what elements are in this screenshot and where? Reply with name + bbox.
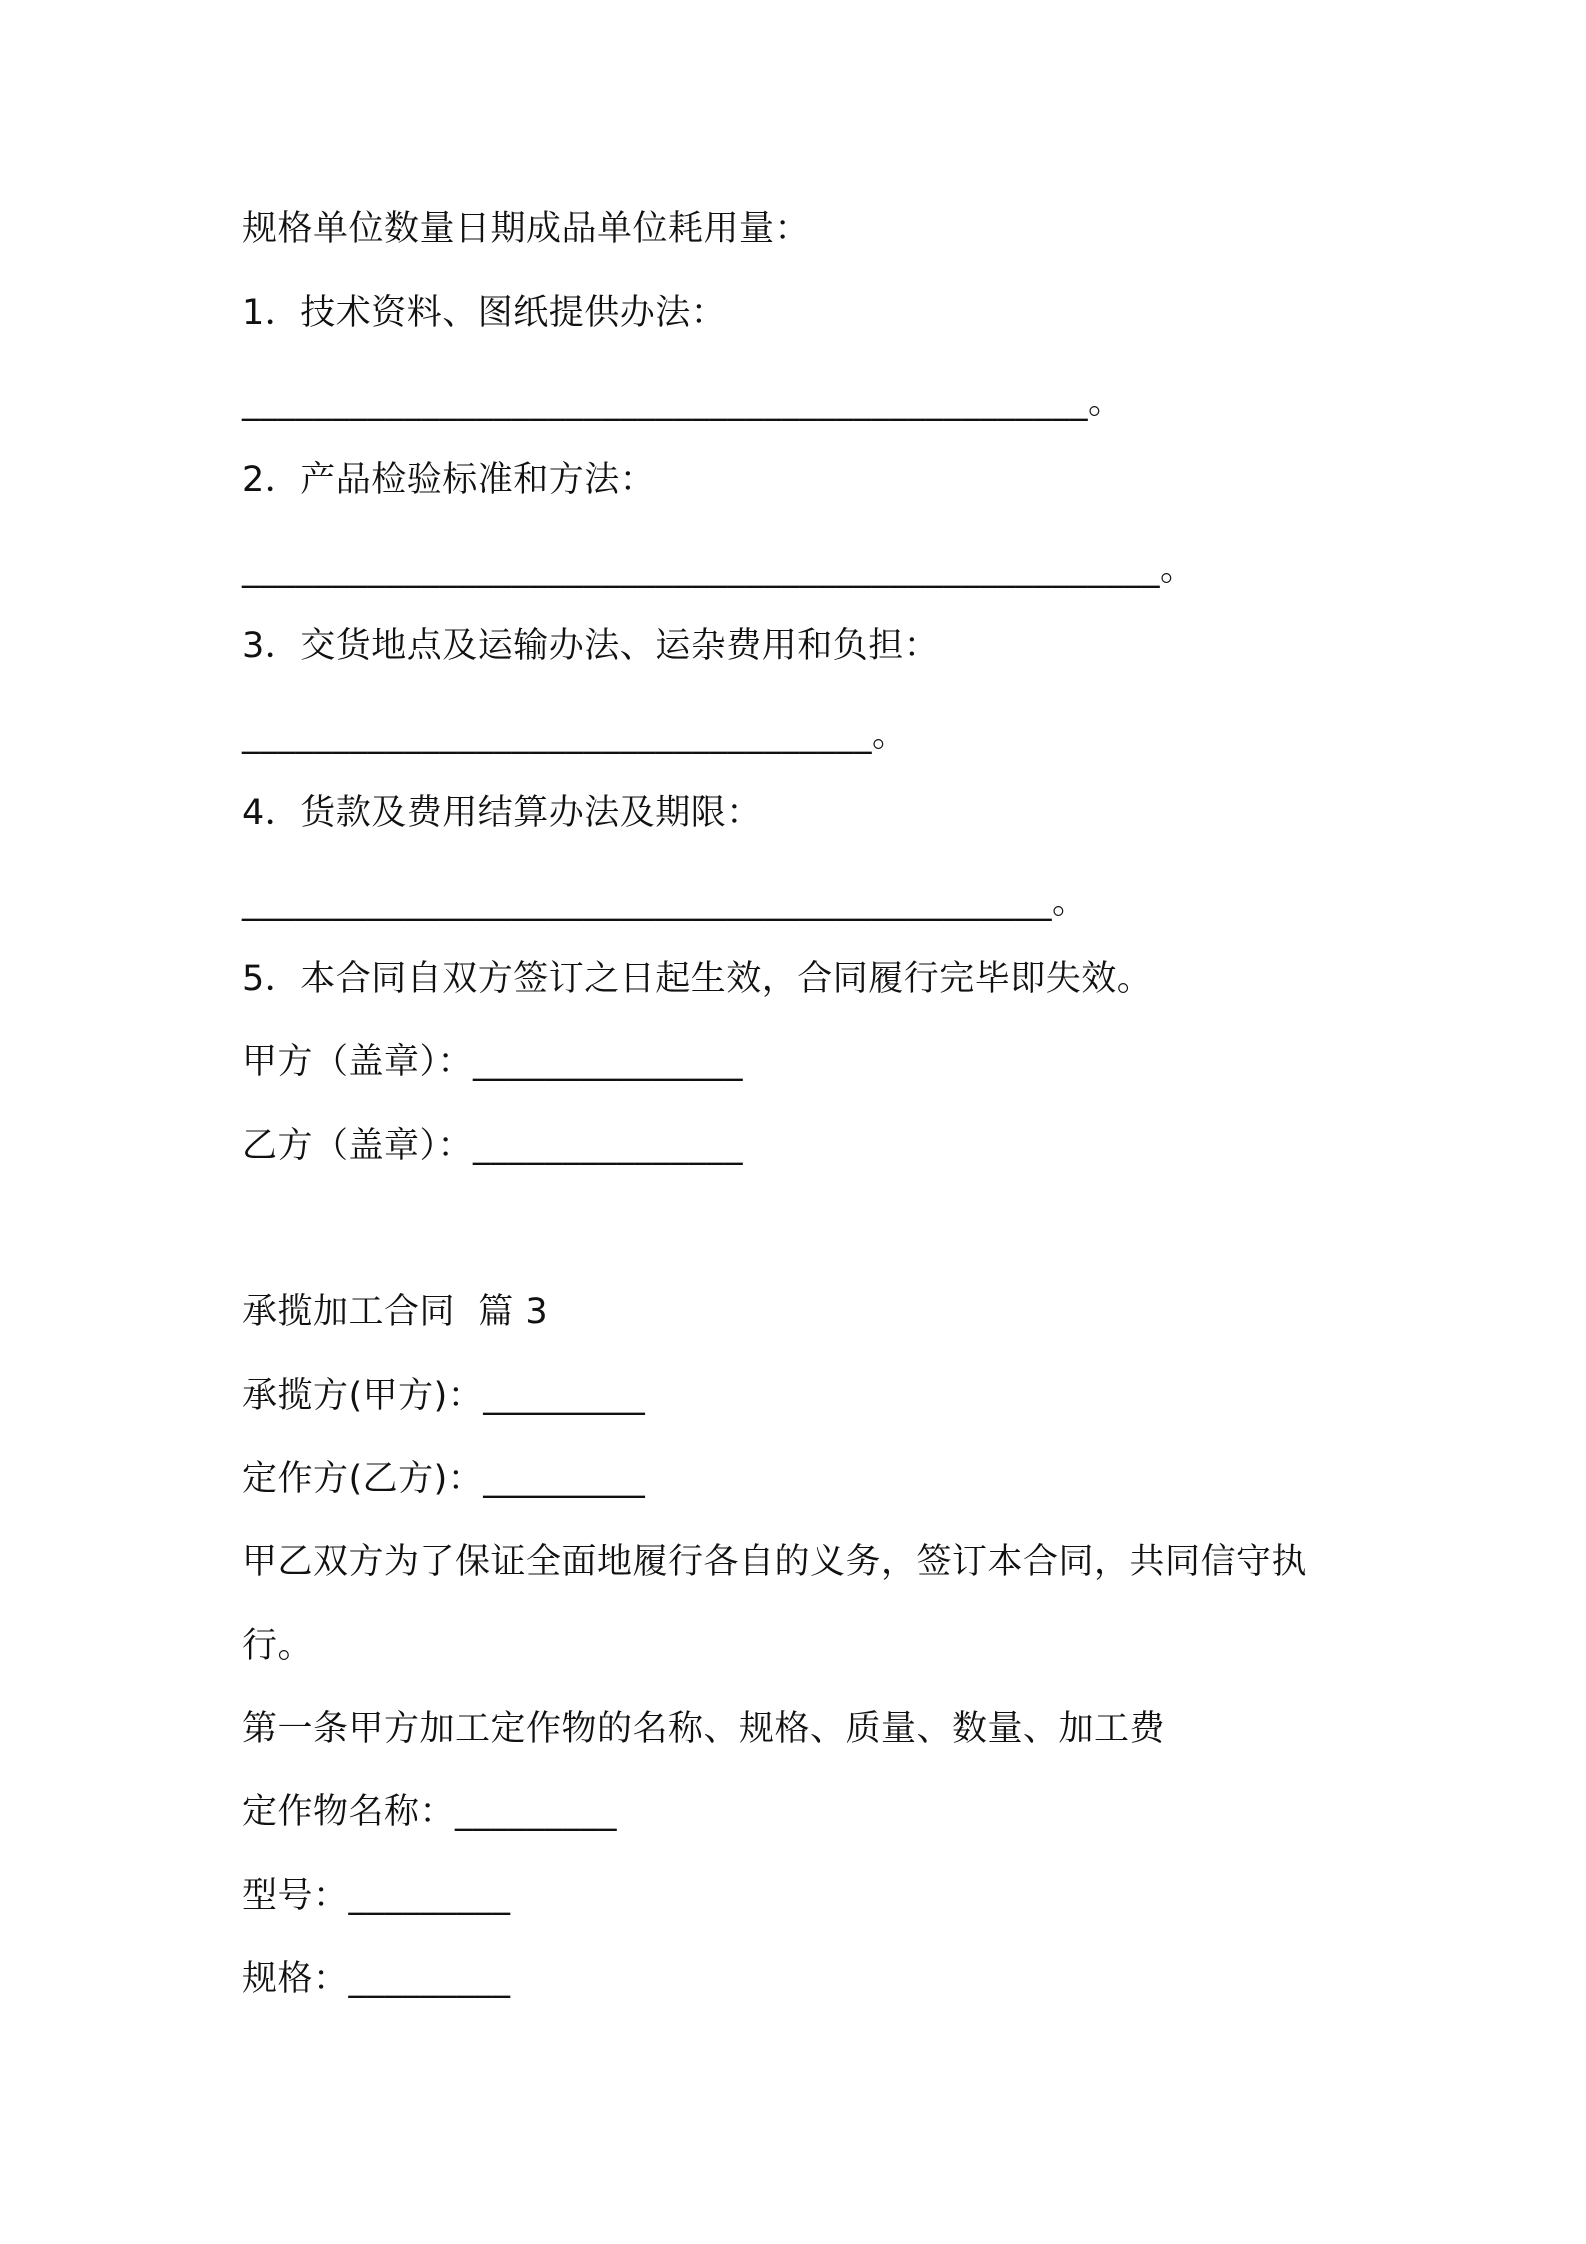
- item-4-payment: 4．货款及费用结算办法及期限：: [242, 793, 762, 833]
- ordering-party-line: 定作方(乙方)：_________: [242, 1459, 646, 1499]
- item-3-blank: ___________________________________。: [242, 715, 908, 755]
- spec-header-line: 规格单位数量日期成品单位耗用量：: [242, 209, 811, 249]
- item-1-blank: _______________________________________________。: [242, 382, 1124, 422]
- model-line: 型号：_________: [242, 1876, 511, 1916]
- article-1-heading: 第一条甲方加工定作物的名称、规格、质量、数量、加工费: [242, 1709, 1166, 1749]
- party-b-seal: 乙方（盖章）：_______________: [242, 1126, 744, 1166]
- item-name-line: 定作物名称：_________: [242, 1792, 618, 1832]
- preamble-line-1: 甲乙双方为了保证全面地履行各自的义务，签订本合同，共同信守执: [242, 1542, 1308, 1582]
- item-4-blank: _____________________________________________。: [242, 882, 1088, 922]
- party-a-seal: 甲方（盖章）：_______________: [242, 1042, 744, 1082]
- item-2-inspection: 2．产品检验标准和方法：: [242, 460, 656, 500]
- item-5-effective: 5．本合同自双方签订之日起生效，合同履行完毕即失效。: [242, 959, 1153, 999]
- item-3-delivery: 3．交货地点及运输办法、运杂费用和负担：: [242, 626, 940, 666]
- item-2-blank: ___________________________________________________。: [242, 549, 1196, 589]
- item-1-technical-docs: 1．技术资料、图纸提供办法：: [242, 293, 727, 333]
- preamble-line-2: 行。: [242, 1626, 314, 1666]
- contractor-line: 承揽方(甲方)：_________: [242, 1376, 646, 1416]
- spec-line: 规格：_________: [242, 1959, 511, 1999]
- section-title: 承揽加工合同 篇 3: [242, 1292, 549, 1332]
